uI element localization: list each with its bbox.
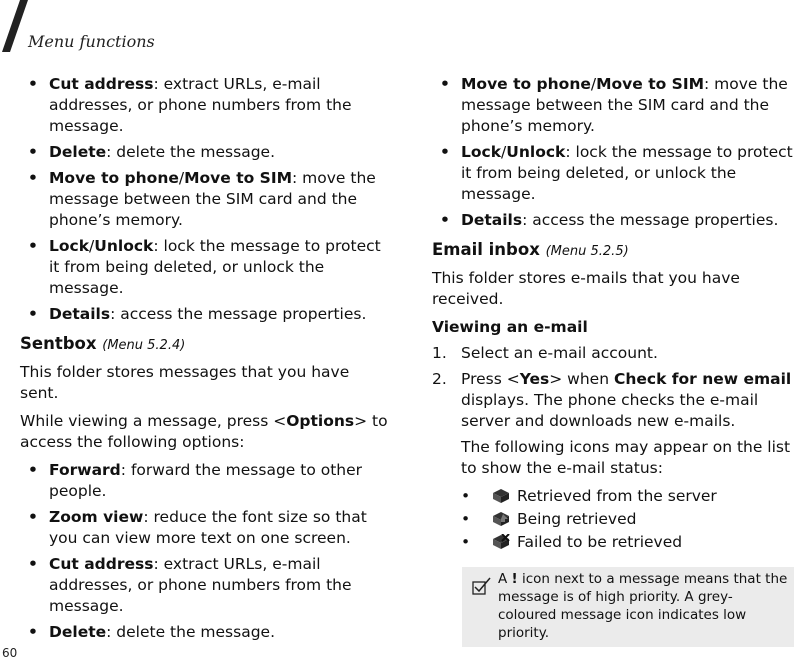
- bullet-delete-2: • Delete: delete the message.: [28, 623, 276, 641]
- note-text: A ! icon next to a message means that the message is of high priority. A grey-coloured message icon indicates low priority.: [498, 571, 788, 641]
- desc: access the message properties.: [120, 305, 367, 323]
- bullet-zoom-view: • Zoom view: reduce the font size so that you can view more text on one screen.: [28, 508, 367, 547]
- page-header-title: Menu functions: [28, 32, 155, 51]
- bullet-dot: •: [28, 143, 38, 161]
- bullet-details: • Details: access the message properties.: [28, 305, 367, 323]
- term: Details: [49, 305, 111, 323]
- bullet-dot: •: [28, 237, 38, 255]
- term: Move to phone: [461, 75, 591, 93]
- paragraph: This folder stores e-mails that you have received.: [432, 269, 740, 308]
- term: Unlock: [506, 143, 566, 161]
- desc: move the message between the SIM card and the phone’s memory.: [49, 169, 376, 229]
- checkbox-note-icon: [472, 577, 492, 595]
- step-number: 1.: [432, 344, 447, 362]
- bullet-cut-address: • Cut address: extract URLs, e-mail addresses, or phone numbers from the message.: [28, 75, 352, 135]
- term: Details: [461, 211, 523, 229]
- note-box: [462, 567, 794, 647]
- bullet-details: • Details: access the message properties.: [440, 211, 779, 229]
- desc: delete the message.: [116, 623, 276, 641]
- bullet-dot: •: [28, 555, 38, 573]
- term: Cut address: [49, 75, 154, 93]
- bullet-dot: •: [28, 623, 38, 641]
- right-column: [432, 74, 795, 555]
- paragraph-status-icons: The following icons may appear on the list to show the e-mail status:: [461, 438, 791, 477]
- bullet-dot: •: [461, 510, 471, 528]
- step-2: 2. Press <Yes> when Check for new email displays. The phone checks the e-mail server and downloads new e-mails.: [432, 370, 792, 430]
- subheading-viewing-email: Viewing an e-mail: [432, 318, 588, 336]
- menu-reference: (Menu 5.2.5): [545, 244, 629, 259]
- bullet-dot: •: [461, 487, 471, 505]
- desc: extract URLs, e-mail addresses, or phone numbers from the message.: [49, 555, 352, 615]
- bullet-move-to-phone: • Move to phone/Move to SIM: move the message between the SIM card and the phone’s memory.: [28, 169, 376, 229]
- term: Lock: [49, 237, 90, 255]
- bullet-dot: •: [440, 143, 450, 161]
- retrieving-icon: [492, 511, 510, 527]
- bullet-dot: •: [28, 169, 38, 187]
- step-number: 2.: [432, 370, 447, 388]
- left-column: [20, 74, 390, 648]
- desc: access the message properties.: [532, 211, 779, 229]
- term: Move to phone: [49, 169, 179, 187]
- term: Move to SIM: [596, 75, 705, 93]
- bullet-lock: • Lock/Unlock: lock the message to protect it from being deleted, or unlock the message.: [440, 143, 793, 203]
- term: Cut address: [49, 555, 154, 573]
- header-accent-bar: [0, 0, 28, 52]
- section-heading-email-inbox: Email inbox (Menu 5.2.5): [432, 240, 629, 259]
- term: Zoom view: [49, 508, 144, 526]
- bullet-dot: •: [461, 533, 471, 551]
- bullet-forward: • Forward: forward the message to other people.: [28, 461, 363, 500]
- status-item-retrieving: • Being retrieved: [461, 510, 637, 528]
- bullet-dot: •: [28, 461, 38, 479]
- page-number: 60: [2, 646, 18, 660]
- paragraph: This folder stores messages that you have sent.: [20, 363, 350, 402]
- desc: extract URLs, e-mail addresses, or phone numbers from the message.: [49, 75, 352, 135]
- bullet-dot: •: [28, 305, 38, 323]
- bullet-lock: • Lock/Unlock: lock the message to protect it from being deleted, or unlock the message.: [28, 237, 381, 297]
- status-item-retrieved: • Retrieved from the server: [461, 487, 717, 505]
- bullet-dot: •: [28, 75, 38, 93]
- bullet-cut-address-2: • Cut address: extract URLs, e-mail addresses, or phone numbers from the message.: [28, 555, 352, 615]
- desc: lock the message to protect it from being deleted, or unlock the message.: [49, 237, 381, 297]
- status-icon-list: [432, 486, 795, 555]
- key-label: Options: [286, 412, 355, 430]
- paragraph-options: While viewing a message, press <Options> to access the following options:: [20, 412, 388, 451]
- term: Delete: [49, 143, 107, 161]
- term: Delete: [49, 623, 107, 641]
- bullet-dot: •: [28, 508, 38, 526]
- desc: lock the message to protect it from being deleted, or unlock the message.: [461, 143, 793, 203]
- bullet-dot: •: [440, 75, 450, 93]
- section-heading-sentbox: Sentbox (Menu 5.2.4): [20, 334, 186, 353]
- term: Move to SIM: [184, 169, 293, 187]
- desc: reduce the font size so that you can view more text on one screen.: [49, 508, 367, 547]
- term: Unlock: [94, 237, 154, 255]
- step-1: 1. Select an e-mail account.: [432, 344, 658, 362]
- menu-reference: (Menu 5.2.4): [102, 338, 186, 353]
- desc: move the message between the SIM card and the phone’s memory.: [461, 75, 788, 135]
- desc: forward the message to other people.: [49, 461, 363, 500]
- retrieved-icon: [492, 488, 510, 504]
- screen-message: Check for new email: [613, 370, 792, 388]
- term: Lock: [461, 143, 502, 161]
- term: Forward: [49, 461, 121, 479]
- failed-icon: [492, 534, 510, 550]
- bullet-dot: •: [440, 211, 450, 229]
- bullet-delete: • Delete: delete the message.: [28, 143, 276, 161]
- bullet-move-to-phone: • Move to phone/Move to SIM: move the message between the SIM card and the phone’s memory.: [440, 75, 788, 135]
- desc: delete the message.: [116, 143, 276, 161]
- priority-mark: !: [511, 571, 518, 587]
- status-item-failed: • Failed to be retrieved: [461, 533, 683, 551]
- key-label: Yes: [519, 370, 550, 388]
